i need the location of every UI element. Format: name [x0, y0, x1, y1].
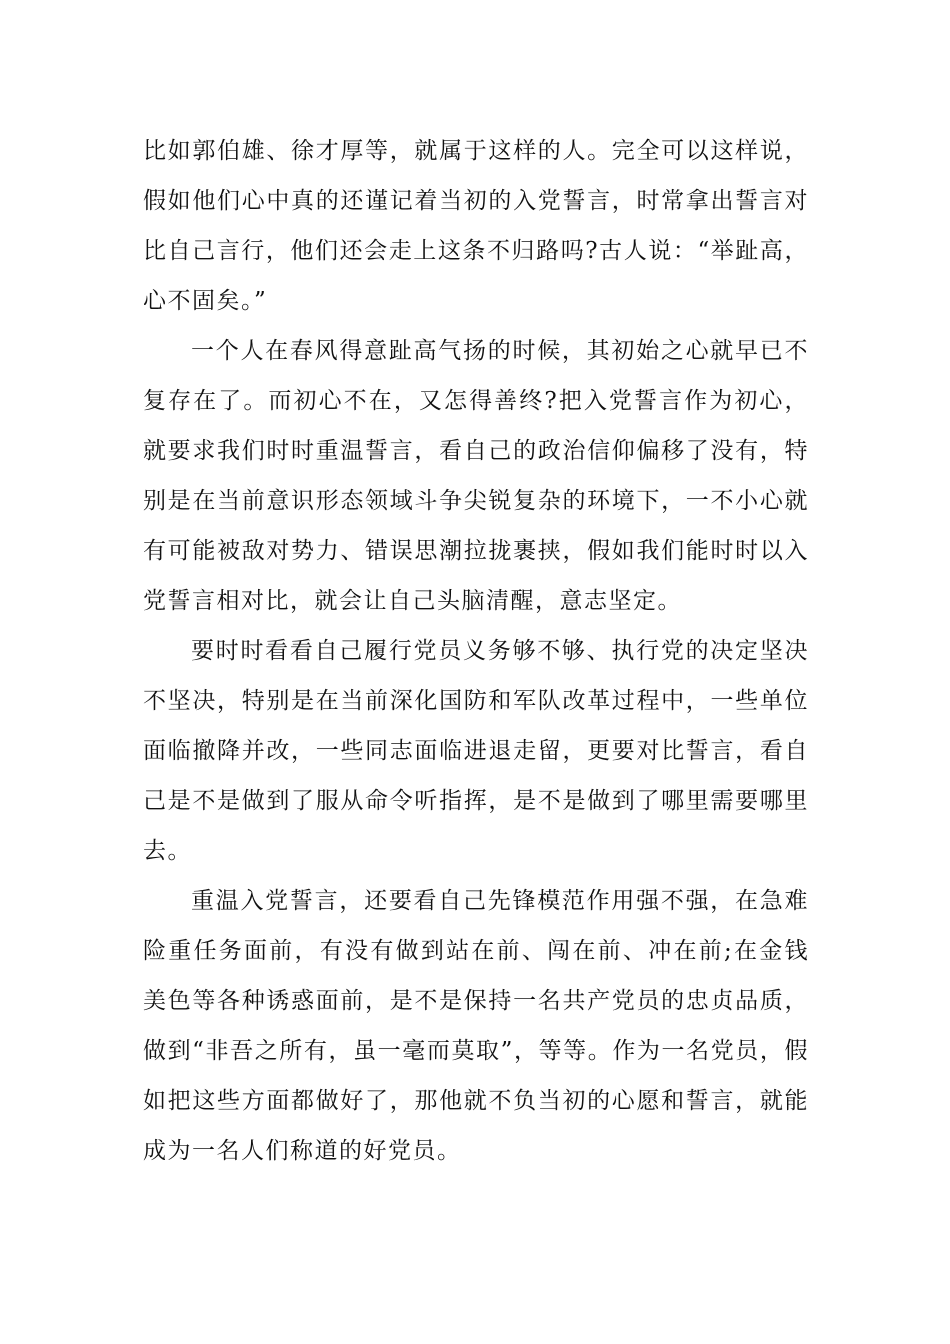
paragraph-continuation: 比如郭伯雄、徐才厚等，就属于这样的人。完全可以这样说，假如他们心中真的还谨记着当初的入党誓言，时常拿出誓言对比自己言行，他们还会走上这条不归路吗?古人说：“举趾高，心不固矣。”: [143, 138, 809, 314]
paragraph: 一个人在春风得意趾高气扬的时候，其初始之心就早已不复存在了。而初心不在，又怎得善终?把入党誓言作为初心，就要求我们时时重温誓言，看自己的政治信仰偏移了没有，特别是在当前意识形态领域斗争尖锐复杂的环境下，一不小心就有可能被敌对势力、错误思潮拉拢裹挟，假如我们能时时以入党誓言相对比，就会让自己头脑清醒，意志坚定。: [143, 338, 809, 614]
paragraph: 重温入党誓言，还要看自己先锋模范作用强不强，在急难险重任务面前，有没有做到站在前、闯在前、冲在前;在金钱美色等各种诱惑面前，是不是保持一名共产党员的忠贞品质，做到“非吾之所有，虽一毫而莫取”，等等。作为一名党员，假如把这些方面都做好了，那他就不负当初的心愿和誓言，就能成为一名人们称道的好党员。: [143, 888, 809, 1164]
document-body: [143, 126, 809, 1176]
paragraph: 要时时看看自己履行党员义务够不够、执行党的决定坚决不坚决，特别是在当前深化国防和军队改革过程中，一些单位面临撤降并改，一些同志面临进退走留，更要对比誓言，看自己是不是做到了服从命令听指挥，是不是做到了哪里需要哪里去。: [143, 638, 809, 864]
